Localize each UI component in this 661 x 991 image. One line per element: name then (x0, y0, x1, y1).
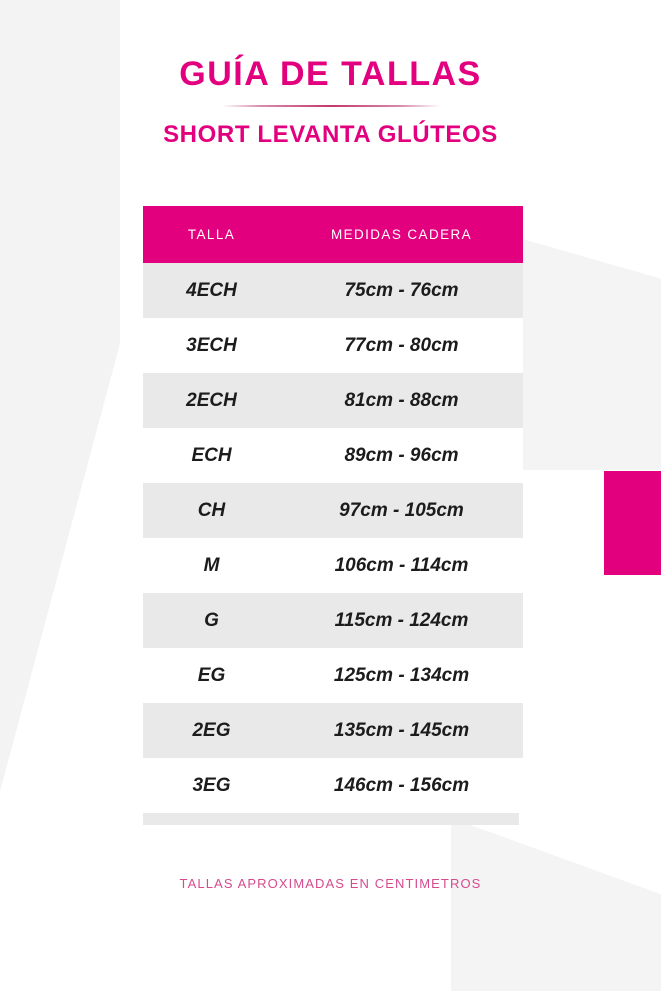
table-row (143, 373, 523, 428)
table-row (143, 703, 523, 758)
table-header-row (143, 206, 523, 263)
cell-medidas: 75cm - 76cm (281, 263, 523, 318)
cell-talla: M (143, 538, 281, 593)
cell-talla: EG (143, 648, 281, 703)
cell-talla: CH (143, 483, 281, 538)
footnote: TALLAS APROXIMADAS EN CENTIMETROS (179, 876, 482, 892)
cell-medidas: 146cm - 156cm (281, 758, 523, 813)
cell-medidas: 89cm - 96cm (281, 428, 523, 483)
cell-talla: G (143, 593, 281, 648)
page-subtitle: SHORT LEVANTA GLÚTEOS (163, 121, 498, 149)
cell-medidas: 106cm - 114cm (281, 538, 523, 593)
cell-talla: 4ECH (143, 263, 281, 318)
cell-medidas: 77cm - 80cm (281, 318, 523, 373)
table-bottom-strip (143, 813, 519, 825)
table-row (143, 318, 523, 373)
content-container (0, 56, 661, 891)
cell-talla: ECH (143, 428, 281, 483)
table-row (143, 758, 523, 813)
size-table (143, 206, 523, 813)
table-row (143, 593, 523, 648)
column-header-talla: TALLA (143, 206, 281, 263)
cell-medidas: 115cm - 124cm (281, 593, 523, 648)
cell-talla: 2EG (143, 703, 281, 758)
cell-medidas: 81cm - 88cm (281, 373, 523, 428)
size-table-head (143, 206, 523, 263)
size-table-body (143, 263, 523, 813)
cell-talla: 3ECH (143, 318, 281, 373)
cell-medidas: 97cm - 105cm (281, 483, 523, 538)
table-row (143, 483, 523, 538)
page-title: GUÍA DE TALLAS (179, 55, 482, 93)
table-row (143, 538, 523, 593)
cell-talla: 2ECH (143, 373, 281, 428)
table-row (143, 428, 523, 483)
title-divider (222, 105, 440, 107)
cell-talla: 3EG (143, 758, 281, 813)
table-row (143, 263, 523, 318)
table-row (143, 648, 523, 703)
column-header-medidas: MEDIDAS CADERA (281, 206, 523, 263)
cell-medidas: 135cm - 145cm (281, 703, 523, 758)
size-table-wrapper (143, 206, 519, 825)
cell-medidas: 125cm - 134cm (281, 648, 523, 703)
